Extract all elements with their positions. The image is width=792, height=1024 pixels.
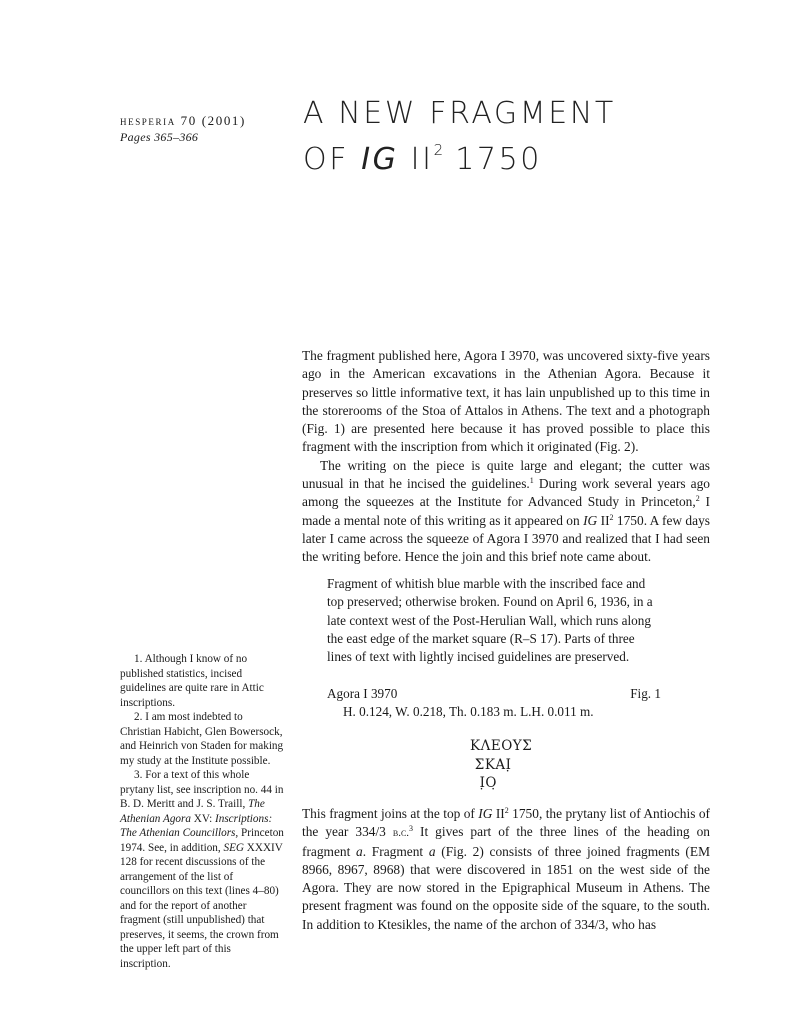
footnote-ref-1[interactable]: 1 xyxy=(529,476,534,486)
ig-italic: IG xyxy=(478,806,493,821)
text-run: It gives part of the three lines of the heading on fragment xyxy=(302,824,710,859)
text-run: 1750. A few days later I came across the squeeze of Agora I 3970 and realized that I had seen the writing before. Hence the join and this brief note came about. xyxy=(302,512,710,565)
inscription-line-2: ΣΚΑΙ̣ xyxy=(470,756,512,773)
title-numeral: II xyxy=(398,142,434,177)
catalog-entry xyxy=(327,685,661,722)
text-run: Princeton 1974. See, in addition, xyxy=(120,827,284,854)
title-of: OF xyxy=(303,142,362,177)
running-header xyxy=(120,112,290,146)
title-line-2 xyxy=(303,132,723,178)
catalog-row xyxy=(327,685,661,703)
inscription-line-1: ΚΛΕΟΥΣ xyxy=(470,738,533,754)
text-run: XV: xyxy=(190,812,215,825)
dimensions: H. 0.124, W. 0.218, Th. 0.183 m. L.H. 0.011 m. xyxy=(343,704,594,720)
text-run: II xyxy=(597,512,610,528)
ig-italic: IG xyxy=(583,512,598,528)
text-run: . Fragment xyxy=(362,843,429,859)
text-run: I made a mental note of this writing as it appeared on xyxy=(302,494,710,528)
text-run: During work several years ago among the squeezes at the Institute for Advanced Study in Princeton, xyxy=(302,476,710,510)
era-abbrev: b.c. xyxy=(392,827,410,840)
book-title: The Athenian Agora xyxy=(120,798,265,825)
title-line-1: A NEW FRAGMENT xyxy=(303,96,616,131)
text-run: 1750, the prytany list of Antiochis of the year 334/3 xyxy=(302,806,710,840)
title-superscript: 2 xyxy=(433,141,444,159)
intro-paragraph-2 xyxy=(302,457,710,567)
description-text: Fragment of whitish blue marble with the inscribed face and top preserved; otherwise broken. Found on April 6, 1936, in a late context west of the Post-Herulian Wall, which runs along the east edge of the market square (R–S 17). Parts of three lines of text with lightly incised guidelines are preserved. xyxy=(327,576,653,665)
footnote-1: 1. Although I know of no published statistics, incised guidelines are quite rare in Attic inscriptions. xyxy=(120,653,264,709)
inscription-line-3: Ι̣Ο̣ xyxy=(470,775,497,791)
text-run: II xyxy=(492,806,505,821)
title-ig: IG xyxy=(361,142,399,177)
footnote-3 xyxy=(120,768,284,971)
title-number: 1750 xyxy=(443,142,542,177)
article-title xyxy=(303,96,723,178)
text-run: This fragment joins at the top of xyxy=(302,806,479,821)
fragment-letter: a xyxy=(428,843,436,859)
figure-ref[interactable]: Fig. 1 xyxy=(630,686,661,701)
journal-citation: hesperia 70 (2001) xyxy=(120,113,246,128)
fragment-letter: a xyxy=(356,843,363,859)
superscript: 2 xyxy=(609,512,614,522)
book-subtitle: Inscriptions: The Athenian Councillors, xyxy=(120,812,273,839)
inscription-text xyxy=(470,737,532,793)
footnote-ref-3[interactable]: 3 xyxy=(409,824,414,834)
text-run: (Fig. 2) consists of three joined fragments (EM 8966, 8967, 8968) that were discovered in 1851 on the west side of the Agora. They are now stored in the Epigraphical Museum in Athens. The present fragment was found on the opposite side of the square, to the south. In addition to Ktesikles, the name of the archon of 334/3, who has xyxy=(302,843,710,932)
continuation-text xyxy=(302,805,710,934)
intro-text xyxy=(302,347,710,567)
footnote-2: 2. I am most indebted to Christian Habicht, Glen Bowersock, and Heinrich von Staden for making my study at the Institute possible. xyxy=(120,711,284,767)
intro-paragraph-1: The fragment published here, Agora I 3970, was uncovered sixty-five years ago in the American excavations in the Athenian Agora. Because it preserves so little informative text, it has lain unpublished up to this time in the storerooms of the Stoa of Attalos in Athens. The text and a photograph (Fig. 1) are presented here because it has proved possible to place this fragment with the inscription from which it originated (Fig. 2). xyxy=(302,348,710,455)
text-run: The writing on the piece is quite large and elegant; the cutter was unusual in that he incised the guidelines. xyxy=(302,457,710,492)
seg-abbrev: SEG xyxy=(223,841,244,854)
inventory-number: Agora I 3970 xyxy=(327,686,398,701)
superscript: 2 xyxy=(504,806,509,815)
footnote-ref-2[interactable]: 2 xyxy=(695,494,700,504)
text-run: 3. For a text of this whole prytany list, see inscription no. 44 in B. D. Meritt and J. S. Traill, xyxy=(120,769,284,810)
continuation-paragraph xyxy=(302,805,710,934)
footnotes xyxy=(120,652,284,971)
page-range: Pages 365–366 xyxy=(120,130,199,144)
fragment-description xyxy=(327,575,661,666)
text-run: XXXIV 128 for recent discussions of the arrangement of the list of councillors on this text (lines 4–80) and for the report of another fragment (still unpublished) that preserves, it seems, the crown from the upper left part of this inscription. xyxy=(120,841,283,970)
